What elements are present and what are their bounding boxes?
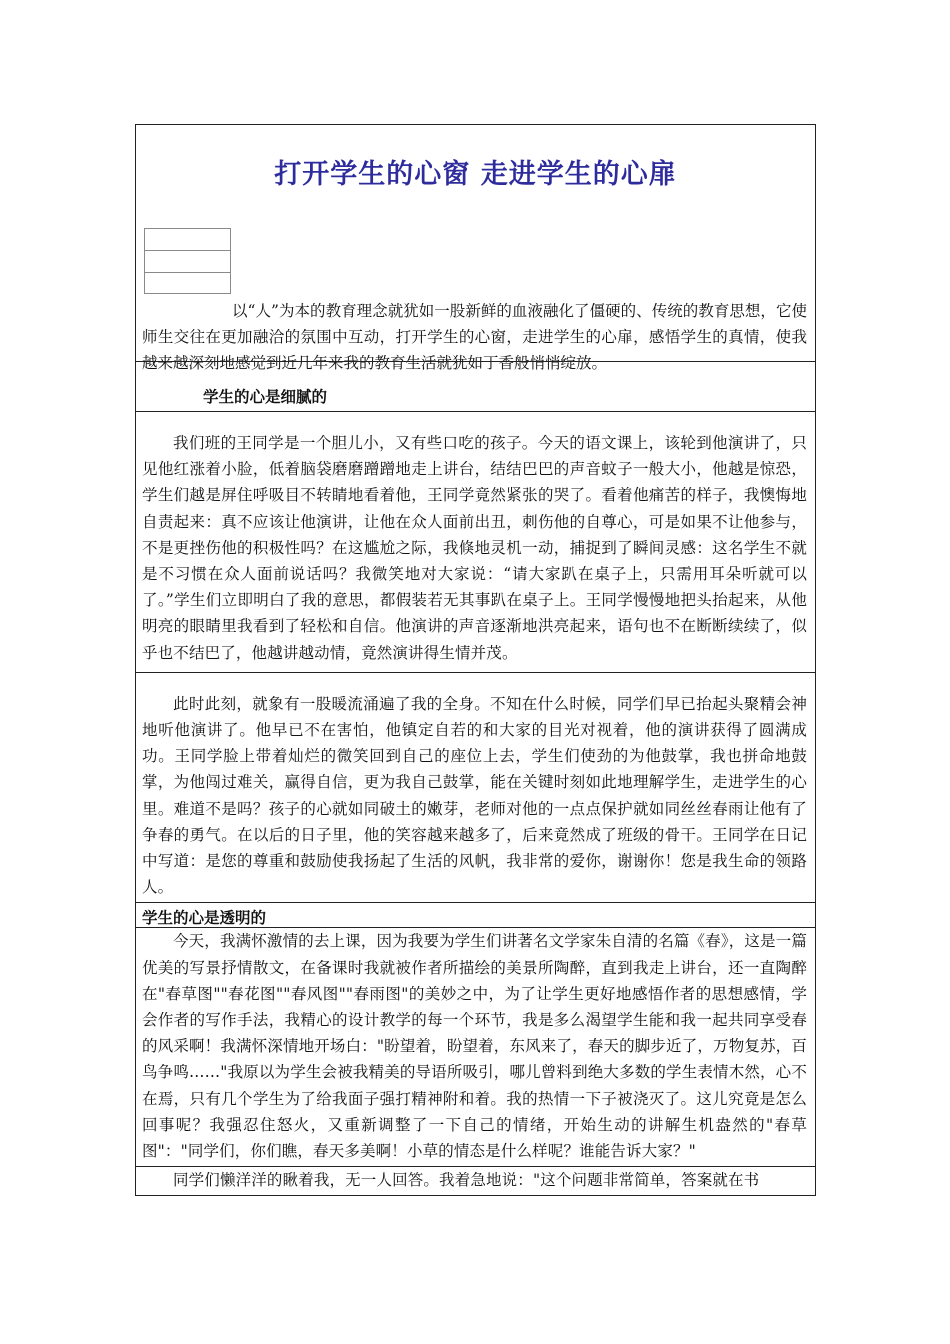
body-paragraph: 此时此刻，就象有一股暖流涌遍了我的全身。不知在什么时候，同学们早已抬起头聚精会神地听他演讲了。他早已不在害怕，他镇定自若的和大家的目光对视着，他的演讲获得了圆满成功。王同学脸上带着灿烂的微笑回到自己的座位上去，学生们使劲的为他鼓掌，我也拼命地鼓掌，为他闯过难关，赢得自信，更为我自己鼓掌，能在关键时刻如此地理解学生，走进学生的心里。难道不是吗？孩子的心就如同破土的嫩芽，老师对他的一点点保护就如同丝丝春雨让他有了争春的勇气。在以后的日子里，他的笑容越来越多了，后来竟然成了班级的骨干。王同学在日记中写道：是您的尊重和鼓励使我扬起了生活的风帆，我非常的爱你，谢谢你！您是我生命的领路人。 (142, 694, 807, 897)
intro-paragraph: 以“人”为本的教育理念就犹如一股新鲜的血液融化了僵硬的、传统的教育思想，它使师生交往在更加融洽的氛围中互动，打开学生的心窗，走进学生的心扉，感悟学生的真情，使我越来越深刻地感觉到近几年来我的教育生活就犹如丁香般悄悄绽放。 (142, 302, 807, 373)
section-heading-row (136, 361, 815, 411)
body-paragraph: 我们班的王同学是一个胆儿小，又有些口吃的孩子。今天的语文课上，该轮到他演讲了，只见他红涨着小脸，低着脑袋磨磨蹭蹭地走上讲台，结结巴巴的声音蚊子一般大小，他越是惊恐，学生们越是屏住呼吸目不转睛地看着他，王同学竟然紧张的哭了。看着他痛苦的样子，我懊悔地自责起来：真不应该让他演讲，让他在众人面前出丑，刺伤他的自尊心，可是如果不让他参与，不是更挫伤他的积极性吗？在这尴尬之际，我倏地灵机一动，捕捉到了瞬间灵感：这名学生不就是不习惯在众人面前说话吗？我微笑地对大家说：“请大家趴在桌子上，只需用耳朵听就可以了。”学生们立即明白了我的意思，都假装若无其事趴在桌子上。王同学慢慢地把头抬起来，从他明亮的眼睛里我看到了轻松和自信。他演讲的声音逐渐地洪亮起来，语句也不在断断续续了，似乎也不结巴了，他越讲越动情，竟然演讲得生情并茂。 (142, 434, 807, 662)
empty-table-cell (144, 228, 231, 250)
paragraph-row (136, 927, 815, 1166)
paragraph-row (136, 411, 815, 672)
empty-table-cell (144, 250, 231, 272)
section-heading-row (136, 902, 815, 927)
body-paragraph: 同学们懒洋洋的瞅着我，无一人回答。我着急地说："这个问题非常简单，答案就在书 (173, 1171, 760, 1190)
page-title: 打开学生的心窗 走进学生的心扉 (274, 159, 677, 190)
embedded-empty-table (144, 228, 231, 294)
empty-table-cell (144, 272, 231, 294)
body-paragraph: 今天，我满怀激情的去上课，因为我要为学生们讲著名文学家朱自清的名篇《春》，这是一篇优美的写景抒情散文，在备课时我就被作者所描绘的美景所陶醉，直到我走上讲台，还一直陶醉在"春草图""春花图""春风图""春雨图"的美妙之中，为了让学生更好地感悟作者的思想感情，学会作者的写作手法，我精心的设计教学的每一个环节，我是多么渴望学生能和我一起共同享受春的风采啊！我满怀深情地开场白："盼望着，盼望着，东风来了，春天的脚步近了，万物复苏，百鸟争鸣……"我原以为学生会被我精美的导语所吸引，哪儿曾料到绝大多数的学生表情木然，心不在焉，只有几个学生为了给我面子强打精神附和着。我的热情一下子被浇灭了。这儿究竟是怎么回事呢？我强忍住怒火，又重新调整了一下自己的情绪，开始生动的讲解生机盎然的"春草图"："同学们，你们瞧，春天多美啊！小草的情态是什么样呢？谁能告诉大家？" (142, 932, 807, 1161)
document-table (135, 124, 816, 1196)
paragraph-row (136, 1166, 815, 1195)
paragraph-row (136, 672, 815, 903)
title-row (136, 125, 815, 373)
section-heading-transparent: 学生的心是透明的 (142, 909, 267, 928)
section-heading-delicate: 学生的心是细腻的 (203, 388, 328, 406)
